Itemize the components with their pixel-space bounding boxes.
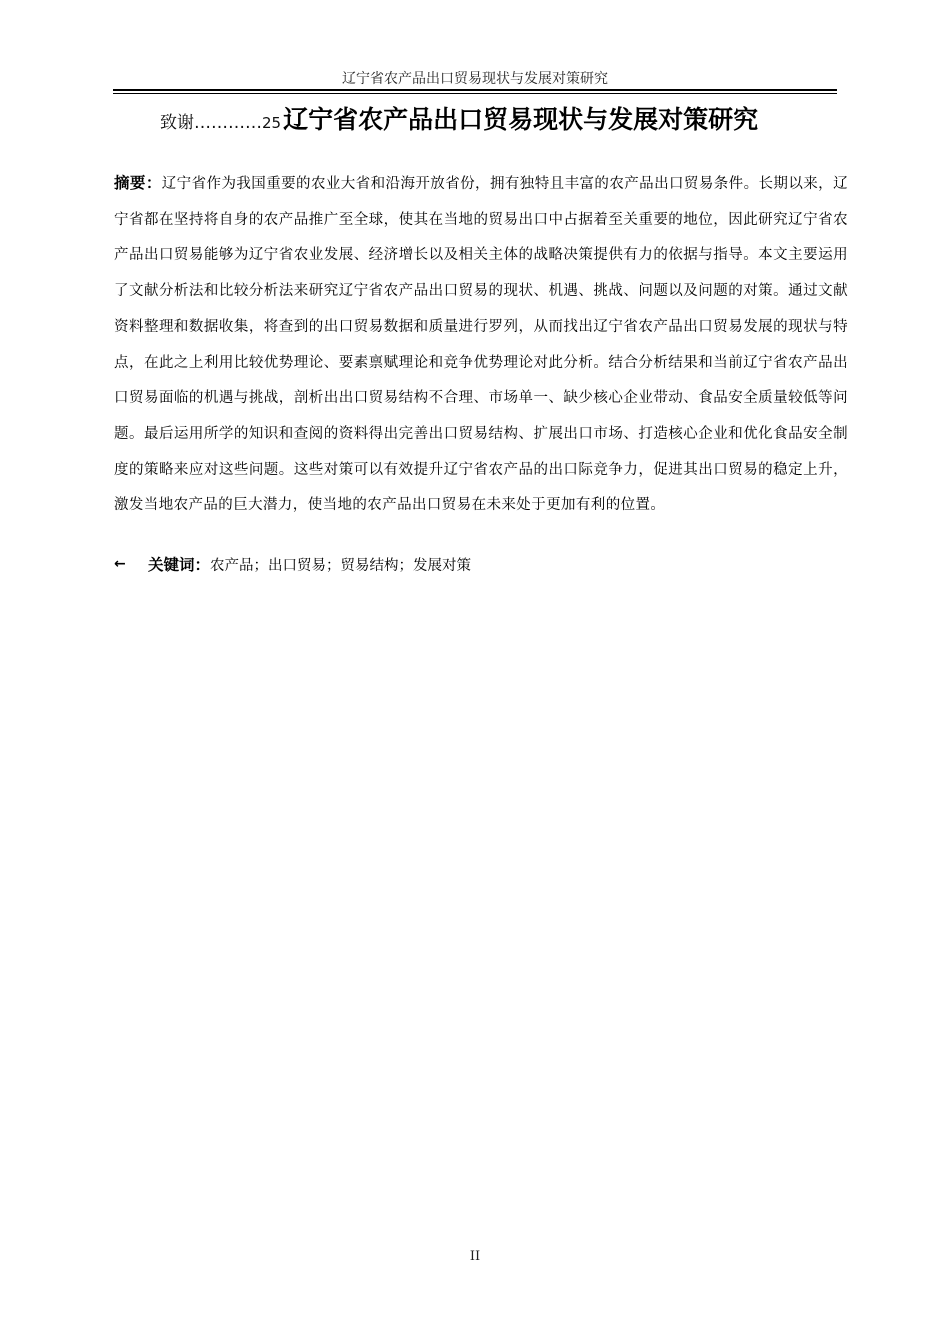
arrow-left-icon: ← — [114, 556, 126, 572]
keywords-line — [114, 553, 471, 575]
running-header: 辽宁省农产品出口贸易现状与发展对策研究 — [342, 71, 608, 87]
document-title: 辽宁省农产品出口贸易现状与发展对策研究 — [283, 105, 759, 134]
abstract-label: 摘要： — [114, 174, 162, 192]
toc-page-number: 25 — [262, 114, 282, 132]
title-line — [160, 100, 758, 136]
toc-leader-dots: ………… — [194, 113, 262, 133]
keywords-text: 农产品；出口贸易；贸易结构；发展对策 — [210, 557, 472, 574]
header-rule-thin — [113, 93, 837, 94]
keywords-label: 关键词： — [148, 556, 211, 574]
header-rule-thick — [113, 89, 837, 91]
abstract-text: 辽宁省作为我国重要的农业大省和沿海开放省份，拥有独特且丰富的农产品出口贸易条件。长期以来，辽宁省都在坚持将自身的农产品推广至全球，使其在当地的贸易出口中占据着至关重要的地位，因此研究辽宁省农产品出口贸易能够为辽宁省农业发展、经济增长以及相关主体的战略决策提供有力的依据与指导。本文主要运用了文献分析法和比较分析法来研究辽宁省农产品出口贸易的现状、机遇、挑战、问题以及问题的对策。通过文献资料整理和数据收集，将查到的出口贸易数据和质量进行罗列，从而找出辽宁省农产品出口贸易发展的现状与特点，在此之上利用比较优势理论、要素禀赋理论和竞争优势理论对此分析。结合分析结果和当前辽宁省农产品出口贸易面临的机遇与挑战，剖析出出口贸易结构不合理、市场单一、缺少核心企业带动、食品安全质量较低等问题。最后运用所学的知识和查阅的资料得出完善出口贸易结构、扩展出口市场、打造核心企业和优化食品安全制度的策略来应对这些问题。这些对策可以有效提升辽宁省农产品的出口际竞争力，促进其出口贸易的稳定上升，激发当地农产品的巨大潜力，使当地的农产品出口贸易在未来处于更加有利的位置。 — [114, 176, 848, 514]
toc-entry-label: 致谢 — [160, 113, 194, 133]
page-number: II — [469, 1249, 481, 1264]
abstract-paragraph — [114, 166, 848, 524]
